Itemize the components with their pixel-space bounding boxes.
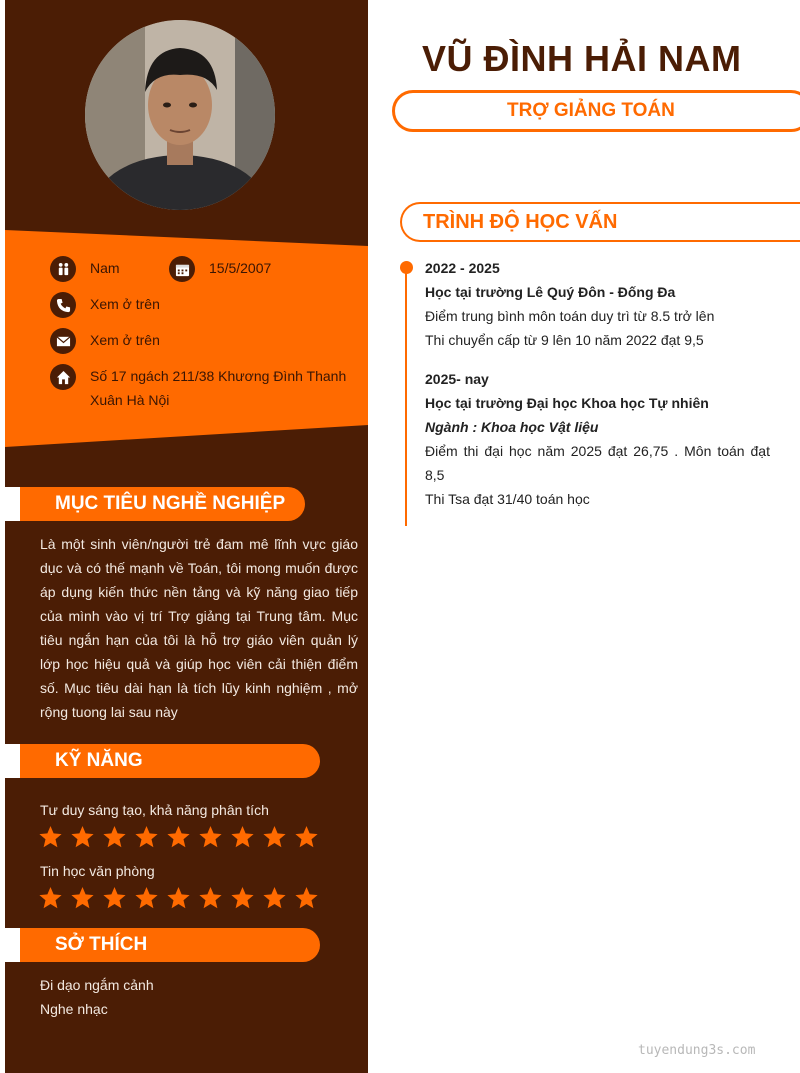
star-icon (102, 825, 127, 849)
address-value: Số 17 ngách 211/38 Khương Đình Thanh Xuân Hà Nội (90, 368, 347, 408)
star-icon (102, 886, 127, 910)
phone-value: Xem ở trên (90, 296, 160, 312)
hobbies-heading: SỞ THÍCH (20, 928, 320, 962)
hobby-item: Nghe nhạc (40, 1001, 108, 1017)
education-heading: TRÌNH ĐỘ HỌC VẤN (400, 202, 800, 242)
star-icon (230, 886, 255, 910)
gender-row (50, 256, 120, 282)
birthday-row (169, 256, 271, 282)
phone-icon (50, 292, 76, 318)
education-major: Ngành : Khoa học Vật liệu (425, 419, 599, 435)
star-icon (70, 825, 95, 849)
gender-icon (50, 256, 76, 282)
objective-heading: MỤC TIÊU NGHỀ NGHIỆP (20, 487, 305, 521)
education-period: 2025- nay (425, 371, 489, 387)
timeline-dot (400, 261, 413, 274)
home-icon (50, 364, 76, 390)
star-icon (198, 825, 223, 849)
education-detail: Thi Tsa đạt 31/40 toán học (425, 491, 590, 507)
watermark: tuyendung3s.com (638, 1043, 756, 1058)
star-icon (198, 886, 223, 910)
objective-pill-lead (5, 487, 20, 521)
objective-text: Là một sinh viên/người trẻ đam mê lĩnh vực giáo dục và có thế mạnh về Toán, tôi mong muốn được áp dụng kiến thức nền tảng và kỹ năng giao tiếp của mình vào vị trí Trợ giảng tại Trung tâm. Mục tiêu ngắn hạn của tôi là hỗ trợ giáo viên quản lý lớp học hiệu quả và giúp học viên cải thiện điểm số. Mục tiêu dài hạn là tích lũy kinh nghiệm , mở rộng tuong lai sau này (40, 536, 358, 720)
star-icon (230, 825, 255, 849)
email-value: Xem ở trên (90, 332, 160, 348)
birthday-value: 15/5/2007 (209, 260, 272, 276)
candidate-name: VŨ ĐÌNH HẢI NAM (422, 38, 742, 79)
star-icon (294, 825, 319, 849)
star-icon (134, 886, 159, 910)
star-icon (134, 825, 159, 849)
star-icon (70, 886, 95, 910)
education-entry (425, 367, 770, 511)
skill-rating (38, 886, 319, 910)
skills-heading: KỸ NĂNG (20, 744, 320, 778)
star-icon (262, 886, 287, 910)
education-detail: Thi chuyển cấp từ 9 lên 10 năm 2022 đạt 9,5 (425, 332, 704, 348)
email-row (50, 328, 160, 354)
star-icon (294, 886, 319, 910)
sidebar (5, 0, 368, 1073)
hobbies-pill-lead (5, 928, 20, 962)
star-icon (166, 825, 191, 849)
email-icon (50, 328, 76, 354)
position-title: TRỢ GIẢNG TOÁN (392, 90, 800, 132)
education-detail: Điểm trung bình môn toán duy trì từ 8.5 trở lên (425, 308, 715, 324)
gender-value: Nam (90, 260, 120, 276)
phone-row (50, 292, 160, 318)
education-period: 2022 - 2025 (425, 260, 500, 276)
address-row (50, 364, 350, 412)
education-entry (425, 256, 770, 352)
education-school: Học tại trường Lê Quý Đôn - Đống Đa (425, 284, 676, 300)
education-school: Học tại trường Đại học Khoa học Tự nhiên (425, 395, 709, 411)
star-icon (262, 825, 287, 849)
avatar (85, 20, 275, 210)
skill-label: Tư duy sáng tạo, khả năng phân tích (40, 802, 269, 818)
hobby-item: Đi dạo ngắm cảnh (40, 977, 154, 993)
timeline-line (405, 268, 407, 526)
skill-rating (38, 825, 319, 849)
education-detail: Điểm thi đại học năm 2025 đạt 26,75 . Môn toán đạt 8,5 (425, 443, 770, 483)
star-icon (38, 825, 63, 849)
skills-pill-lead (5, 744, 20, 778)
star-icon (166, 886, 191, 910)
star-icon (38, 886, 63, 910)
skill-label: Tin học văn phòng (40, 863, 155, 879)
calendar-icon (169, 256, 195, 282)
